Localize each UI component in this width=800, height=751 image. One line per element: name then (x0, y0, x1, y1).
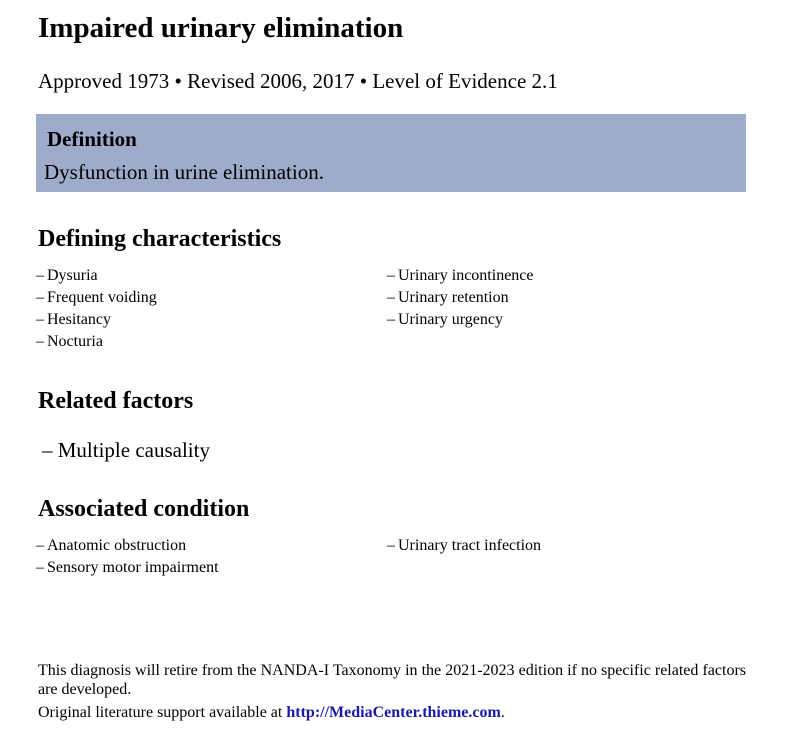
mediacenter-link[interactable]: http://MediaCenter.thieme.com (286, 704, 501, 721)
page-title: Impaired urinary elimination (38, 12, 404, 44)
list-item: – Frequent voiding (36, 289, 157, 306)
list-item: – Urinary retention (387, 289, 509, 306)
list-item: – Nocturia (36, 333, 103, 350)
definition-text: Dysfunction in urine elimination. (44, 160, 324, 184)
approval-meta: Approved 1973 • Revised 2006, 2017 • Level of Evidence 2.1 (38, 69, 558, 93)
literature-support-note: Original literature support available at http://MediaCenter.thieme.com. (38, 704, 505, 721)
defining-characteristics-left-list (36, 265, 157, 353)
definition-box (36, 114, 746, 192)
list-item: – Sensory motor impairment (36, 559, 219, 576)
associated-condition-heading: Associated condition (38, 496, 250, 522)
retire-note: This diagnosis will retire from the NANDA-I Taxonomy in the 2021-2023 edition if no specific related factors are developed. (38, 662, 746, 698)
related-factors-heading: Related factors (38, 388, 194, 414)
list-item: – Urinary incontinence (387, 267, 534, 284)
list-item: – Multiple causality (42, 438, 210, 462)
list-item: – Anatomic obstruction (36, 537, 187, 554)
list-item: – Urinary urgency (387, 311, 503, 328)
defining-characteristics-right-list (387, 265, 534, 331)
page (36, 10, 746, 721)
defining-characteristics-heading: Defining characteristics (38, 226, 282, 252)
list-item: – Hesitancy (36, 311, 111, 328)
associated-condition-left-list (36, 535, 219, 579)
list-item: – Dysuria (36, 267, 98, 284)
associated-condition-right-list (387, 535, 541, 557)
list-item: – Urinary tract infection (387, 537, 542, 554)
definition-heading: Definition (47, 127, 137, 151)
